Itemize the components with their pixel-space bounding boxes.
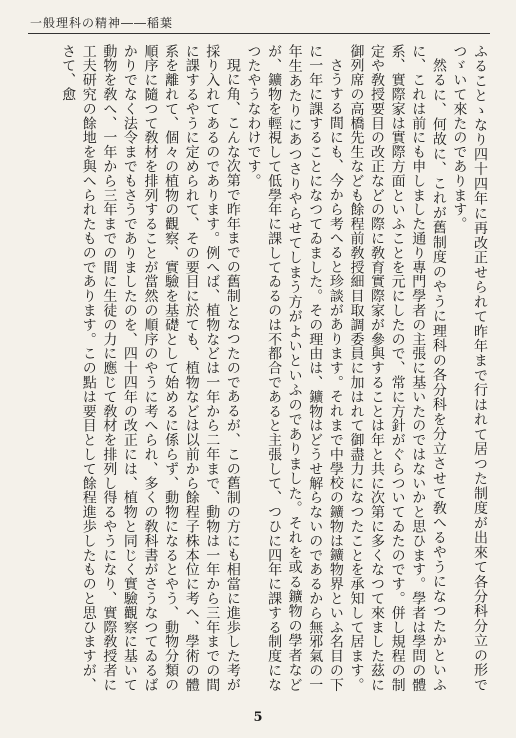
header-rule [28,33,490,34]
paragraph: 現に角、こんな次第で昨年までの舊制となつたのであるが、この舊制の方にも相當に進歩した考が採り入れてあるのであります。例へば、植物などは一年から二年まで、動物は一年から三年までの間に課するやうに定められて、その要目に於ても、植物などは以前から餘程子株本位に考へ、學術の體系を離れて、個々の植物の觀察、實驗を基礎として始めるに係らず、動物になるとやう、動物分類の順序に隨つて敎材を排列することが當然の順序のやうに考へられ、多くの敎科書がさうなつてゐるばかりでなく法令までもさうでありましたのを、四十四年の改正には、植物と同じく實驗觀察に基いて動物を敎へ、一年から三年までの間に生徒の力に應じて敎材を排列し得るやうになり、實際敎授者に工夫研究の餘地を與へられたものであります。この點は要目として餘程進歩したものと思ひますが、さて、愈 [60,44,241,692]
running-head: 一般理科の精神――稲葉 [30,16,174,30]
paragraph: 然るに、何故に、これが舊制度のやうに理科の各分科を分立させて敎へるやうになつたかといふに、これは前にも申しました通り專門學者の主張に基いたのではないかと思ひます。學者は學問の體系、實際家は實際方面といふことを元にしたので、常に方針がぐらついてゐたのです。併し規程の制定や敎授要目の改正などの際に敎育實際家が參與することは年と共に次第に多くなつて來ました茲に御列席の高橋先生なども餘程前敎授細目取調委員に加はれて御盡力になつたことを承知して居ます。 [348,44,447,692]
paragraph: さうする間にも、今から考へると珍談があります。それまで中學校の鑛物は鑛物界といふ名目の下に一年に課することになつてゐました。その理由は、鑛物はどうせ解らないのであるから無邪氣の一年生あたりにあつさりやらせてしまう方がよいといふのでありました。それを或る鑛物の學者などが、鑛物を輕視して低學年に課してゐるのは不都合であると主張して、つひに四年に課する制度になつたやうなわけです。 [245,44,344,692]
body-text [28,44,490,692]
page-number: 5 [253,710,263,725]
paragraph: ふることゝなり四十四年に再改正せられて昨年まで行はれて居つた制度が出來て各分科分立の形でつゞいて來たのであります。 [451,44,488,692]
